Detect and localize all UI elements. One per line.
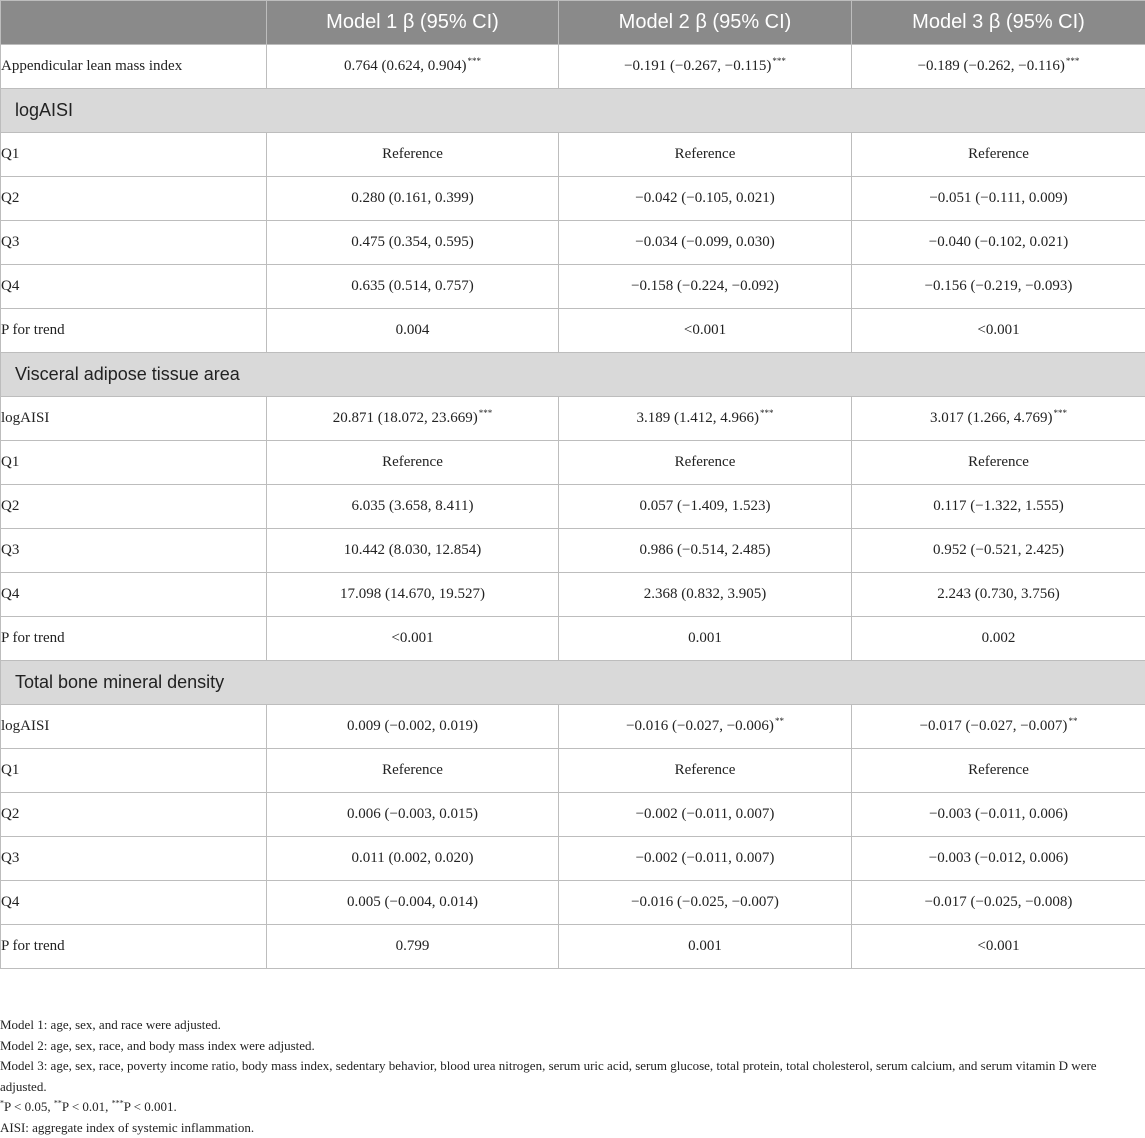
cell-model-2 bbox=[559, 397, 852, 441]
cell-model-1 bbox=[267, 617, 559, 661]
row-label: Q3 bbox=[1, 221, 267, 265]
cell-model-2 bbox=[559, 45, 852, 89]
cell-value: 0.009 (−0.002, 0.019) bbox=[347, 718, 478, 734]
cell-model-3 bbox=[852, 529, 1145, 573]
cell-value: −0.016 (−0.027, −0.006) bbox=[626, 718, 774, 734]
sig-text-1: P < 0.05, bbox=[4, 1099, 54, 1114]
cell-value: −0.016 (−0.025, −0.007) bbox=[631, 894, 779, 910]
row-label: Q3 bbox=[1, 529, 267, 573]
table-row bbox=[1, 265, 1145, 309]
cell-value: 0.001 bbox=[688, 938, 722, 954]
row-label: Q1 bbox=[1, 441, 267, 485]
cell-value: −0.017 (−0.025, −0.008) bbox=[925, 894, 1073, 910]
table-row bbox=[1, 793, 1145, 837]
cell-model-3 bbox=[852, 309, 1145, 353]
row-label: P for trend bbox=[1, 617, 267, 661]
cell-model-1 bbox=[267, 45, 559, 89]
footnote-model-2: Model 2: age, sex, race, and body mass index were adjusted. bbox=[0, 1036, 1140, 1057]
row-label: Q1 bbox=[1, 749, 267, 793]
cell-model-1 bbox=[267, 265, 559, 309]
table-row bbox=[1, 925, 1145, 969]
sig-marker-2: ** bbox=[54, 1099, 62, 1108]
row-label: P for trend bbox=[1, 309, 267, 353]
cell-model-2 bbox=[559, 705, 852, 749]
section-header-row bbox=[1, 661, 1145, 705]
cell-model-3 bbox=[852, 441, 1145, 485]
cell-value: 0.011 (0.002, 0.020) bbox=[352, 850, 474, 866]
significance-marker: ** bbox=[1068, 716, 1077, 726]
row-label: logAISI bbox=[1, 397, 267, 441]
table-row bbox=[1, 45, 1145, 89]
cell-model-1 bbox=[267, 133, 559, 177]
cell-model-2 bbox=[559, 529, 852, 573]
table-row bbox=[1, 177, 1145, 221]
significance-marker: *** bbox=[468, 56, 482, 66]
table-row bbox=[1, 485, 1145, 529]
row-label: Q2 bbox=[1, 485, 267, 529]
cell-value: Reference bbox=[382, 762, 443, 778]
cell-value: Reference bbox=[968, 454, 1029, 470]
cell-value: −0.158 (−0.224, −0.092) bbox=[631, 278, 779, 294]
cell-model-3 bbox=[852, 45, 1145, 89]
table-row bbox=[1, 529, 1145, 573]
cell-value: Reference bbox=[675, 146, 736, 162]
row-label: Q3 bbox=[1, 837, 267, 881]
cell-model-2 bbox=[559, 309, 852, 353]
cell-value: 0.952 (−0.521, 2.425) bbox=[933, 542, 1064, 558]
section-title: Total bone mineral density bbox=[1, 661, 1145, 705]
significance-marker: ** bbox=[775, 716, 784, 726]
cell-model-3 bbox=[852, 485, 1145, 529]
cell-value: −0.002 (−0.011, 0.007) bbox=[636, 806, 775, 822]
cell-value: Reference bbox=[382, 146, 443, 162]
table-row bbox=[1, 749, 1145, 793]
cell-model-1 bbox=[267, 221, 559, 265]
cell-value: −0.040 (−0.102, 0.021) bbox=[929, 234, 1068, 250]
cell-value: −0.034 (−0.099, 0.030) bbox=[635, 234, 774, 250]
cell-model-3 bbox=[852, 265, 1145, 309]
cell-model-1 bbox=[267, 749, 559, 793]
table-row bbox=[1, 617, 1145, 661]
cell-value: −0.003 (−0.012, 0.006) bbox=[929, 850, 1068, 866]
significance-marker: *** bbox=[479, 408, 493, 418]
cell-value: −0.156 (−0.219, −0.093) bbox=[925, 278, 1073, 294]
cell-model-1 bbox=[267, 793, 559, 837]
cell-model-2 bbox=[559, 793, 852, 837]
cell-value: −0.003 (−0.011, 0.006) bbox=[929, 806, 1068, 822]
cell-model-1 bbox=[267, 309, 559, 353]
cell-model-3 bbox=[852, 177, 1145, 221]
table-body bbox=[1, 45, 1145, 969]
sig-marker-1: * bbox=[0, 1099, 4, 1108]
cell-value: <0.001 bbox=[977, 322, 1019, 338]
cell-model-1 bbox=[267, 573, 559, 617]
sig-marker-3: *** bbox=[112, 1099, 124, 1108]
row-label: Q4 bbox=[1, 881, 267, 925]
footnote-aisi: AISI: aggregate index of systemic inflammation. bbox=[0, 1118, 1140, 1138]
cell-model-3 bbox=[852, 617, 1145, 661]
cell-value: −0.191 (−0.267, −0.115) bbox=[624, 58, 771, 74]
footnote-model-1: Model 1: age, sex, and race were adjusted. bbox=[0, 1015, 1140, 1036]
cell-model-1 bbox=[267, 397, 559, 441]
cell-value: 3.189 (1.412, 4.966) bbox=[637, 410, 760, 426]
cell-value: 3.017 (1.266, 4.769) bbox=[930, 410, 1053, 426]
row-label: Appendicular lean mass index bbox=[1, 45, 267, 89]
section-title: logAISI bbox=[1, 89, 1145, 133]
cell-value: 20.871 (18.072, 23.669) bbox=[333, 410, 478, 426]
cell-value: 2.368 (0.832, 3.905) bbox=[644, 586, 767, 602]
cell-value: <0.001 bbox=[684, 322, 726, 338]
cell-model-1 bbox=[267, 705, 559, 749]
cell-value: 10.442 (8.030, 12.854) bbox=[344, 542, 482, 558]
cell-value: <0.001 bbox=[391, 630, 433, 646]
cell-model-2 bbox=[559, 837, 852, 881]
cell-value: 0.001 bbox=[688, 630, 722, 646]
table-row bbox=[1, 221, 1145, 265]
cell-model-1 bbox=[267, 177, 559, 221]
header-empty-cell bbox=[1, 1, 267, 45]
cell-model-3 bbox=[852, 397, 1145, 441]
cell-value: Reference bbox=[968, 146, 1029, 162]
cell-model-2 bbox=[559, 133, 852, 177]
significance-marker: *** bbox=[772, 56, 786, 66]
cell-value: 0.799 bbox=[396, 938, 430, 954]
significance-marker: *** bbox=[1054, 408, 1068, 418]
row-label: Q1 bbox=[1, 133, 267, 177]
cell-model-3 bbox=[852, 705, 1145, 749]
cell-model-3 bbox=[852, 133, 1145, 177]
row-label: Q4 bbox=[1, 265, 267, 309]
header-model-1: Model 1 β (95% CI) bbox=[267, 1, 559, 45]
cell-value: 0.280 (0.161, 0.399) bbox=[351, 190, 474, 206]
cell-model-2 bbox=[559, 573, 852, 617]
cell-value: 0.006 (−0.003, 0.015) bbox=[347, 806, 478, 822]
cell-model-2 bbox=[559, 177, 852, 221]
row-label: Q2 bbox=[1, 793, 267, 837]
cell-model-3 bbox=[852, 221, 1145, 265]
cell-value: −0.042 (−0.105, 0.021) bbox=[635, 190, 774, 206]
cell-model-3 bbox=[852, 573, 1145, 617]
table-row bbox=[1, 397, 1145, 441]
table-row bbox=[1, 705, 1145, 749]
cell-value: 0.475 (0.354, 0.595) bbox=[351, 234, 474, 250]
table-row bbox=[1, 881, 1145, 925]
cell-model-2 bbox=[559, 617, 852, 661]
cell-model-1 bbox=[267, 485, 559, 529]
cell-value: −0.051 (−0.111, 0.009) bbox=[929, 190, 1067, 206]
cell-value: Reference bbox=[968, 762, 1029, 778]
cell-model-2 bbox=[559, 925, 852, 969]
cell-value: <0.001 bbox=[977, 938, 1019, 954]
table-footnotes bbox=[0, 1015, 1140, 1138]
cell-model-2 bbox=[559, 485, 852, 529]
cell-value: 0.002 bbox=[982, 630, 1016, 646]
cell-value: 0.986 (−0.514, 2.485) bbox=[640, 542, 771, 558]
cell-value: 0.057 (−1.409, 1.523) bbox=[640, 498, 771, 514]
cell-value: Reference bbox=[675, 454, 736, 470]
cell-model-1 bbox=[267, 925, 559, 969]
cell-value: Reference bbox=[382, 454, 443, 470]
row-label: logAISI bbox=[1, 705, 267, 749]
cell-model-1 bbox=[267, 881, 559, 925]
cell-model-2 bbox=[559, 221, 852, 265]
cell-value: Reference bbox=[675, 762, 736, 778]
table-row bbox=[1, 837, 1145, 881]
table-row bbox=[1, 573, 1145, 617]
section-header-row bbox=[1, 89, 1145, 133]
table-row bbox=[1, 441, 1145, 485]
cell-model-2 bbox=[559, 881, 852, 925]
table-row bbox=[1, 309, 1145, 353]
cell-model-2 bbox=[559, 441, 852, 485]
cell-model-3 bbox=[852, 837, 1145, 881]
significance-marker: *** bbox=[1066, 56, 1080, 66]
sig-text-2: P < 0.01, bbox=[62, 1099, 112, 1114]
cell-value: 0.764 (0.624, 0.904) bbox=[344, 58, 467, 74]
cell-value: −0.017 (−0.027, −0.007) bbox=[920, 718, 1068, 734]
cell-value: 17.098 (14.670, 19.527) bbox=[340, 586, 485, 602]
header-model-2: Model 2 β (95% CI) bbox=[559, 1, 852, 45]
row-label: Q2 bbox=[1, 177, 267, 221]
cell-value: −0.189 (−0.262, −0.116) bbox=[918, 58, 1065, 74]
cell-model-2 bbox=[559, 749, 852, 793]
cell-model-1 bbox=[267, 837, 559, 881]
cell-value: 0.004 bbox=[396, 322, 430, 338]
footnote-significance bbox=[0, 1097, 1140, 1118]
cell-model-1 bbox=[267, 441, 559, 485]
cell-value: 0.117 (−1.322, 1.555) bbox=[933, 498, 1063, 514]
cell-value: 0.635 (0.514, 0.757) bbox=[351, 278, 474, 294]
cell-value: −0.002 (−0.011, 0.007) bbox=[636, 850, 775, 866]
cell-model-1 bbox=[267, 529, 559, 573]
cell-model-3 bbox=[852, 925, 1145, 969]
footnote-model-3: Model 3: age, sex, race, poverty income ratio, body mass index, sedentary behavior, blood urea nitrogen, serum uric acid, serum glucose, total protein, total cholesterol, serum calcium, and serum vitamin D were adjusted. bbox=[0, 1056, 1140, 1097]
header-model-3: Model 3 β (95% CI) bbox=[852, 1, 1145, 45]
sig-text-3: P < 0.001. bbox=[124, 1099, 177, 1114]
cell-value: 2.243 (0.730, 3.756) bbox=[937, 586, 1060, 602]
cell-value: 0.005 (−0.004, 0.014) bbox=[347, 894, 478, 910]
significance-marker: *** bbox=[760, 408, 774, 418]
section-title: Visceral adipose tissue area bbox=[1, 353, 1145, 397]
table-row bbox=[1, 133, 1145, 177]
row-label: P for trend bbox=[1, 925, 267, 969]
row-label: Q4 bbox=[1, 573, 267, 617]
header-row bbox=[1, 1, 1145, 45]
cell-model-3 bbox=[852, 793, 1145, 837]
section-header-row bbox=[1, 353, 1145, 397]
cell-model-3 bbox=[852, 881, 1145, 925]
cell-model-3 bbox=[852, 749, 1145, 793]
cell-value: 6.035 (3.658, 8.411) bbox=[352, 498, 474, 514]
cell-model-2 bbox=[559, 265, 852, 309]
